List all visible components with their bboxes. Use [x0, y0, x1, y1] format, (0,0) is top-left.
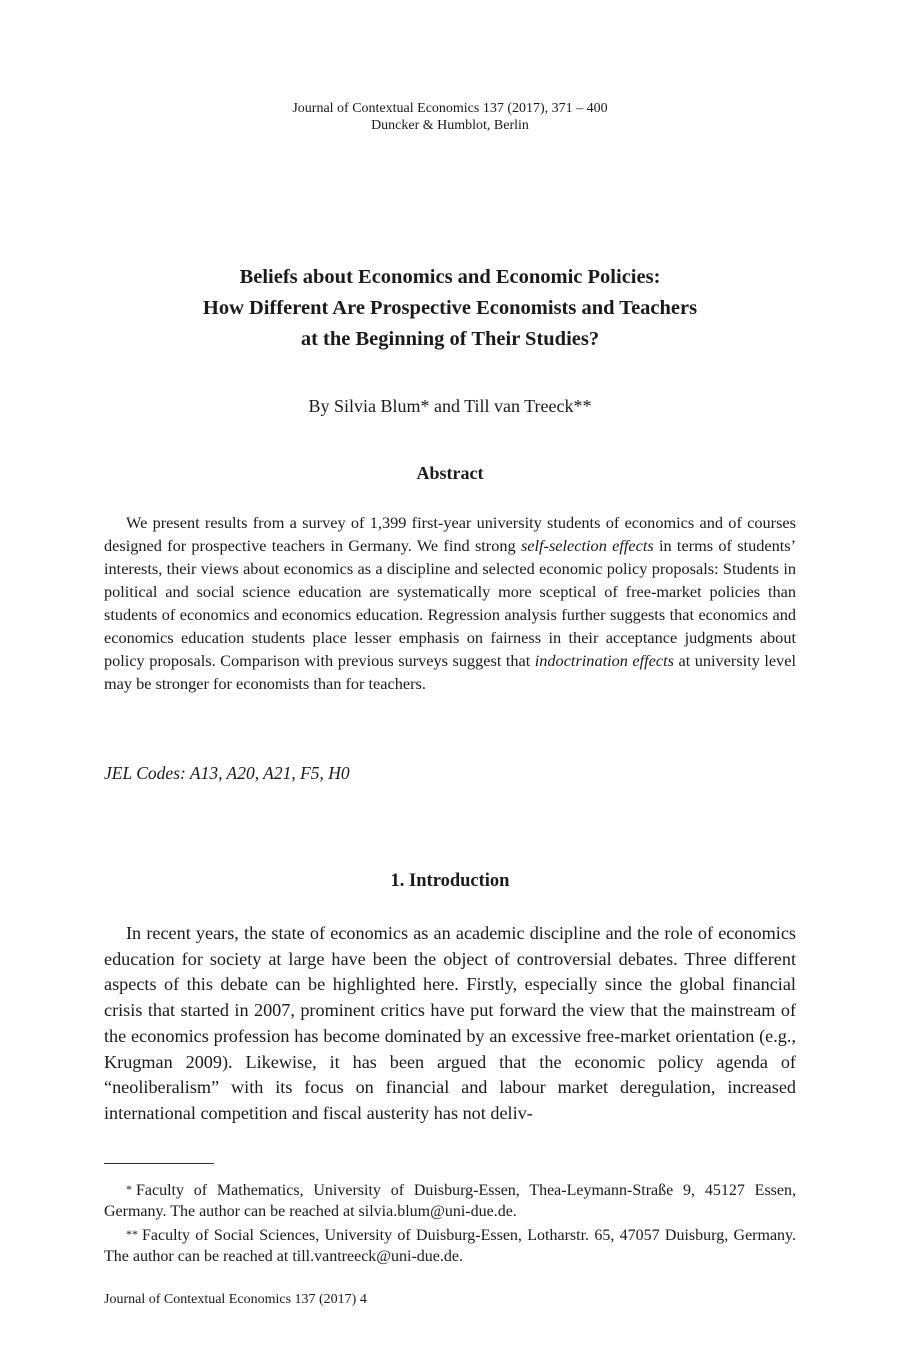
footnote-text-1: Faculty of Mathematics, University of Duisburg-Essen, Thea-Leymann-Straße 9, 45127 Essen, Germany. The author can be reached at silvia.blum@uni-due.de.: [104, 1182, 796, 1220]
publisher-line: Duncker & Humblot, Berlin: [371, 118, 529, 133]
abstract-part-2: in terms of students’ interests, their views about economics as a discipline and selected economic policy proposals: Students in political and social science education are systematically more sceptical of free-market policies than students of economics and economics education. Regression analysis further suggests that economics and economics education students place lesser emphasis on fairness in their acceptance judgments about policy proposals. Comparison with previous surveys suggest that: [104, 536, 797, 670]
jel-codes: JEL Codes: A13, A20, A21, F5, H0: [104, 763, 350, 783]
title-line-2: How Different Are Prospective Economists and Teachers: [202, 297, 698, 319]
abstract-part-3: at university level may be stronger for economists than for teachers.: [104, 651, 796, 693]
footnote-divider: [104, 1163, 214, 1164]
footnote-mark-1: *: [126, 1182, 132, 1196]
journal-header: [0, 100, 900, 134]
title-line-1: Beliefs about Economics and Economic Policies:: [239, 266, 661, 288]
paper-title: [100, 262, 800, 355]
footnote-text-2: Faculty of Social Sciences, University of Duisburg-Essen, Lotharstr. 65, 47057 Duisburg, Germany. The author can be reached at till.vantreeck@uni-due.de.: [104, 1227, 796, 1265]
abstract-emphasis-1: self-selection effects: [520, 536, 654, 555]
section-heading: 1. Introduction: [390, 871, 510, 891]
abstract-heading: Abstract: [416, 463, 484, 483]
abstract-part-1: We present results from a survey of 1,399 first-year university students of economics and of courses designed for prospective teachers in Germany. We find strong: [104, 513, 796, 555]
journal-citation: Journal of Contextual Economics 137 (2017), 371 – 400: [292, 101, 608, 116]
abstract-text: [104, 511, 796, 695]
footnote-mark-2: **: [126, 1227, 138, 1241]
intro-paragraph: In recent years, the state of economics as an academic discipline and the role of economics education for society at large have been the object of controversial debates. Three different aspects of this debate can be highlighted here. Firstly, especially since the global financial crisis that started in 2007, prominent critics have put forward the view that the mainstream of the economics profession has become dominated by an excessive free-market orientation (e.g., Krugman 2009). Likewise, it has been argued that the economic policy agenda of “neoliberalism” with its focus on financial and labour market deregulation, increased international competition and fiscal austerity has not deliv-: [104, 923, 796, 1123]
title-line-3: at the Beginning of Their Studies?: [300, 328, 600, 350]
page-footer: Journal of Contextual Economics 137 (2017) 4: [104, 1292, 367, 1307]
author-line: By Silvia Blum* and Till van Treeck**: [308, 396, 592, 416]
footnote-1: [104, 1179, 796, 1222]
footnote-2: [104, 1224, 796, 1267]
abstract-emphasis-2: indoctrination effects: [534, 651, 674, 670]
